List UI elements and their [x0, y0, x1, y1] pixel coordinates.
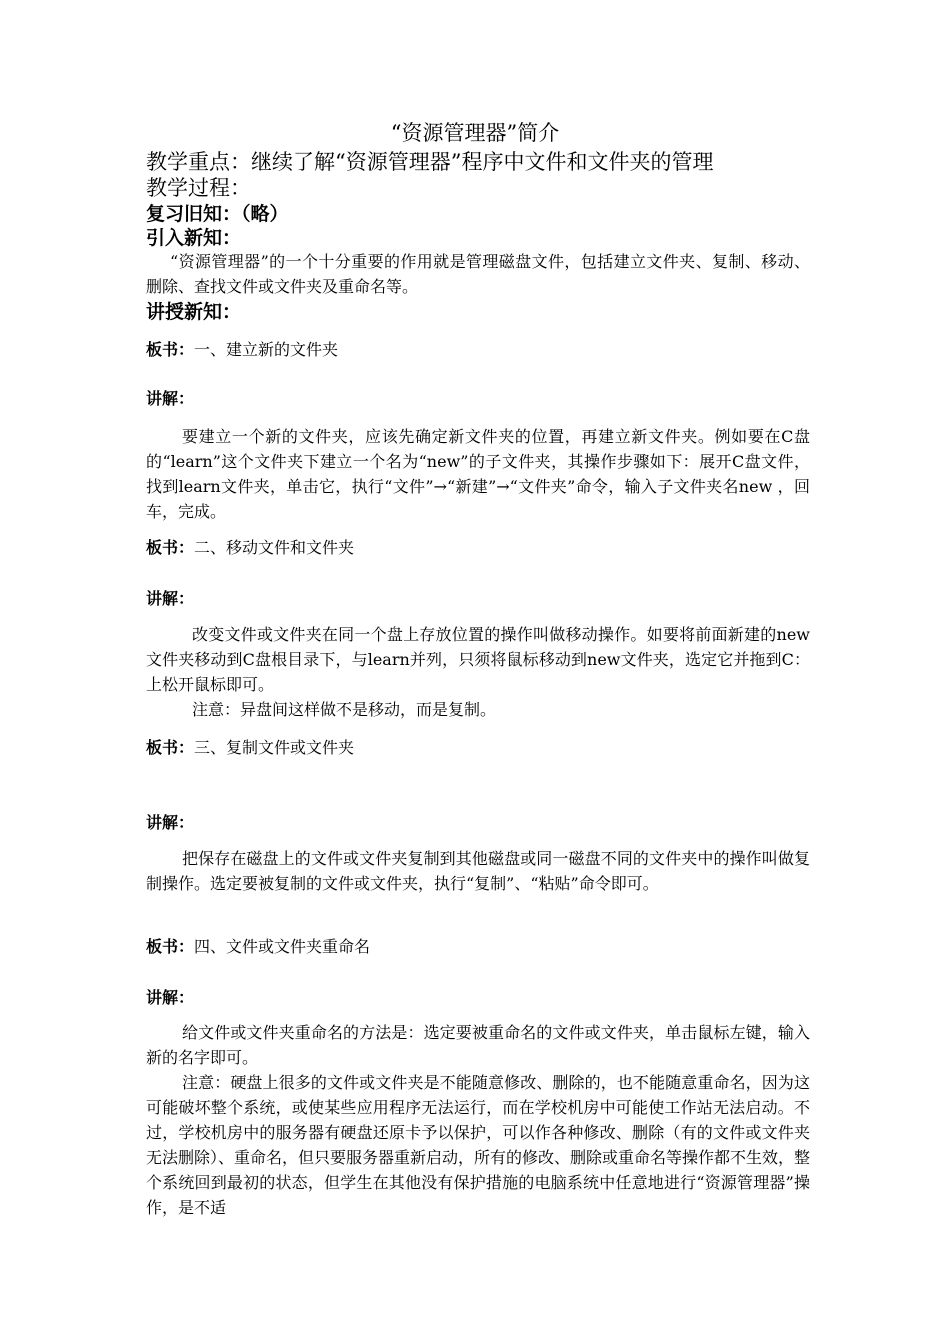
board-label: 板书： [146, 340, 195, 359]
explain-line-4 [146, 985, 194, 1010]
lecture-heading: 讲授新知： [146, 301, 242, 323]
explain-label: 讲解： [146, 589, 195, 608]
document-title: “资源管理器”简介 [390, 121, 560, 145]
board-line-1 [146, 337, 338, 362]
board-text: 四、文件或文件夹重命名 [194, 937, 371, 956]
section-1-paragraph-1: 要建立一个新的文件夹，应该先确定新文件夹的位置，再建立新文件夹。例如要在C盘的“learn”这个文件夹下建立一个名为“new”的子文件夹，其操作步骤如下：展开C盘文件，找到learn文件夹，单击它，执行“文件”→“新建”→“文件夹”命令，输入子文件夹名new ，回车，完成。 [146, 427, 810, 521]
teaching-focus: 教学重点：继续了解“资源管理器”程序中文件和文件夹的管理 [146, 150, 714, 174]
explain-line-1 [146, 386, 194, 411]
section-2-paragraph-1: 改变文件或文件夹在同一个盘上存放位置的操作叫做移动操作。如要将前面新建的new文件夹移动到C盘根目录下，与learn并列，只须将鼠标移动到new文件夹，选定它并拖到C：上松开鼠标即可。 [146, 625, 810, 694]
teaching-process-heading: 教学过程： [146, 176, 251, 200]
section-4-paragraph-2: 注意：硬盘上很多的文件或文件夹是不能随意修改、删除的，也不能随意重命名，因为这可能破坏整个系统，或使某些应用程序无法运行，而在学校机房中可能使工作站无法启动。不过，学校机房中的服务器有硬盘还原卡予以保护，可以作各种修改、删除（有的文件或文件夹无法删除）、重命名，但只要服务器重新启动，所有的修改、删除或重命名等操作都不生效，整个系统回到最初的状态，但学生在其他没有保护措施的电脑系统中任意地进行“资源管理器”操作，是不适 [146, 1073, 811, 1217]
explain-line-2 [146, 586, 194, 611]
section-2-paragraph-2: 注意：异盘间这样做不是移动，而是复制。 [192, 700, 497, 719]
board-label: 板书： [146, 738, 195, 757]
board-line-3 [146, 735, 354, 760]
board-line-2 [146, 535, 354, 560]
explain-label: 讲解： [146, 988, 195, 1007]
review-heading: 复习旧知：（略） [146, 203, 289, 225]
board-label: 板书： [146, 538, 195, 557]
board-text: 一、建立新的文件夹 [194, 340, 339, 359]
board-label: 板书： [146, 937, 195, 956]
board-line-4 [146, 934, 370, 959]
intro-paragraph: “资源管理器”的一个十分重要的作用就是管理磁盘文件，包括建立文件夹、复制、移动、删除、查找文件或文件夹及重命名等。 [146, 252, 810, 296]
explain-label: 讲解： [146, 813, 195, 832]
board-text: 三、复制文件或文件夹 [194, 738, 355, 757]
explain-line-3 [146, 810, 194, 835]
explain-label: 讲解： [146, 389, 195, 408]
section-4-paragraph-1: 给文件或文件夹重命名的方法是：选定要被重命名的文件或文件夹，单击鼠标左键，输入新的名字即可。 [146, 1023, 810, 1067]
intro-heading: 引入新知： [146, 227, 242, 249]
section-3-paragraph-1: 把保存在磁盘上的文件或文件夹复制到其他磁盘或同一磁盘不同的文件夹中的操作叫做复制操作。选定要被复制的文件或文件夹，执行“复制”、“粘贴”命令即可。 [146, 849, 810, 893]
board-text: 二、移动文件和文件夹 [194, 538, 355, 557]
